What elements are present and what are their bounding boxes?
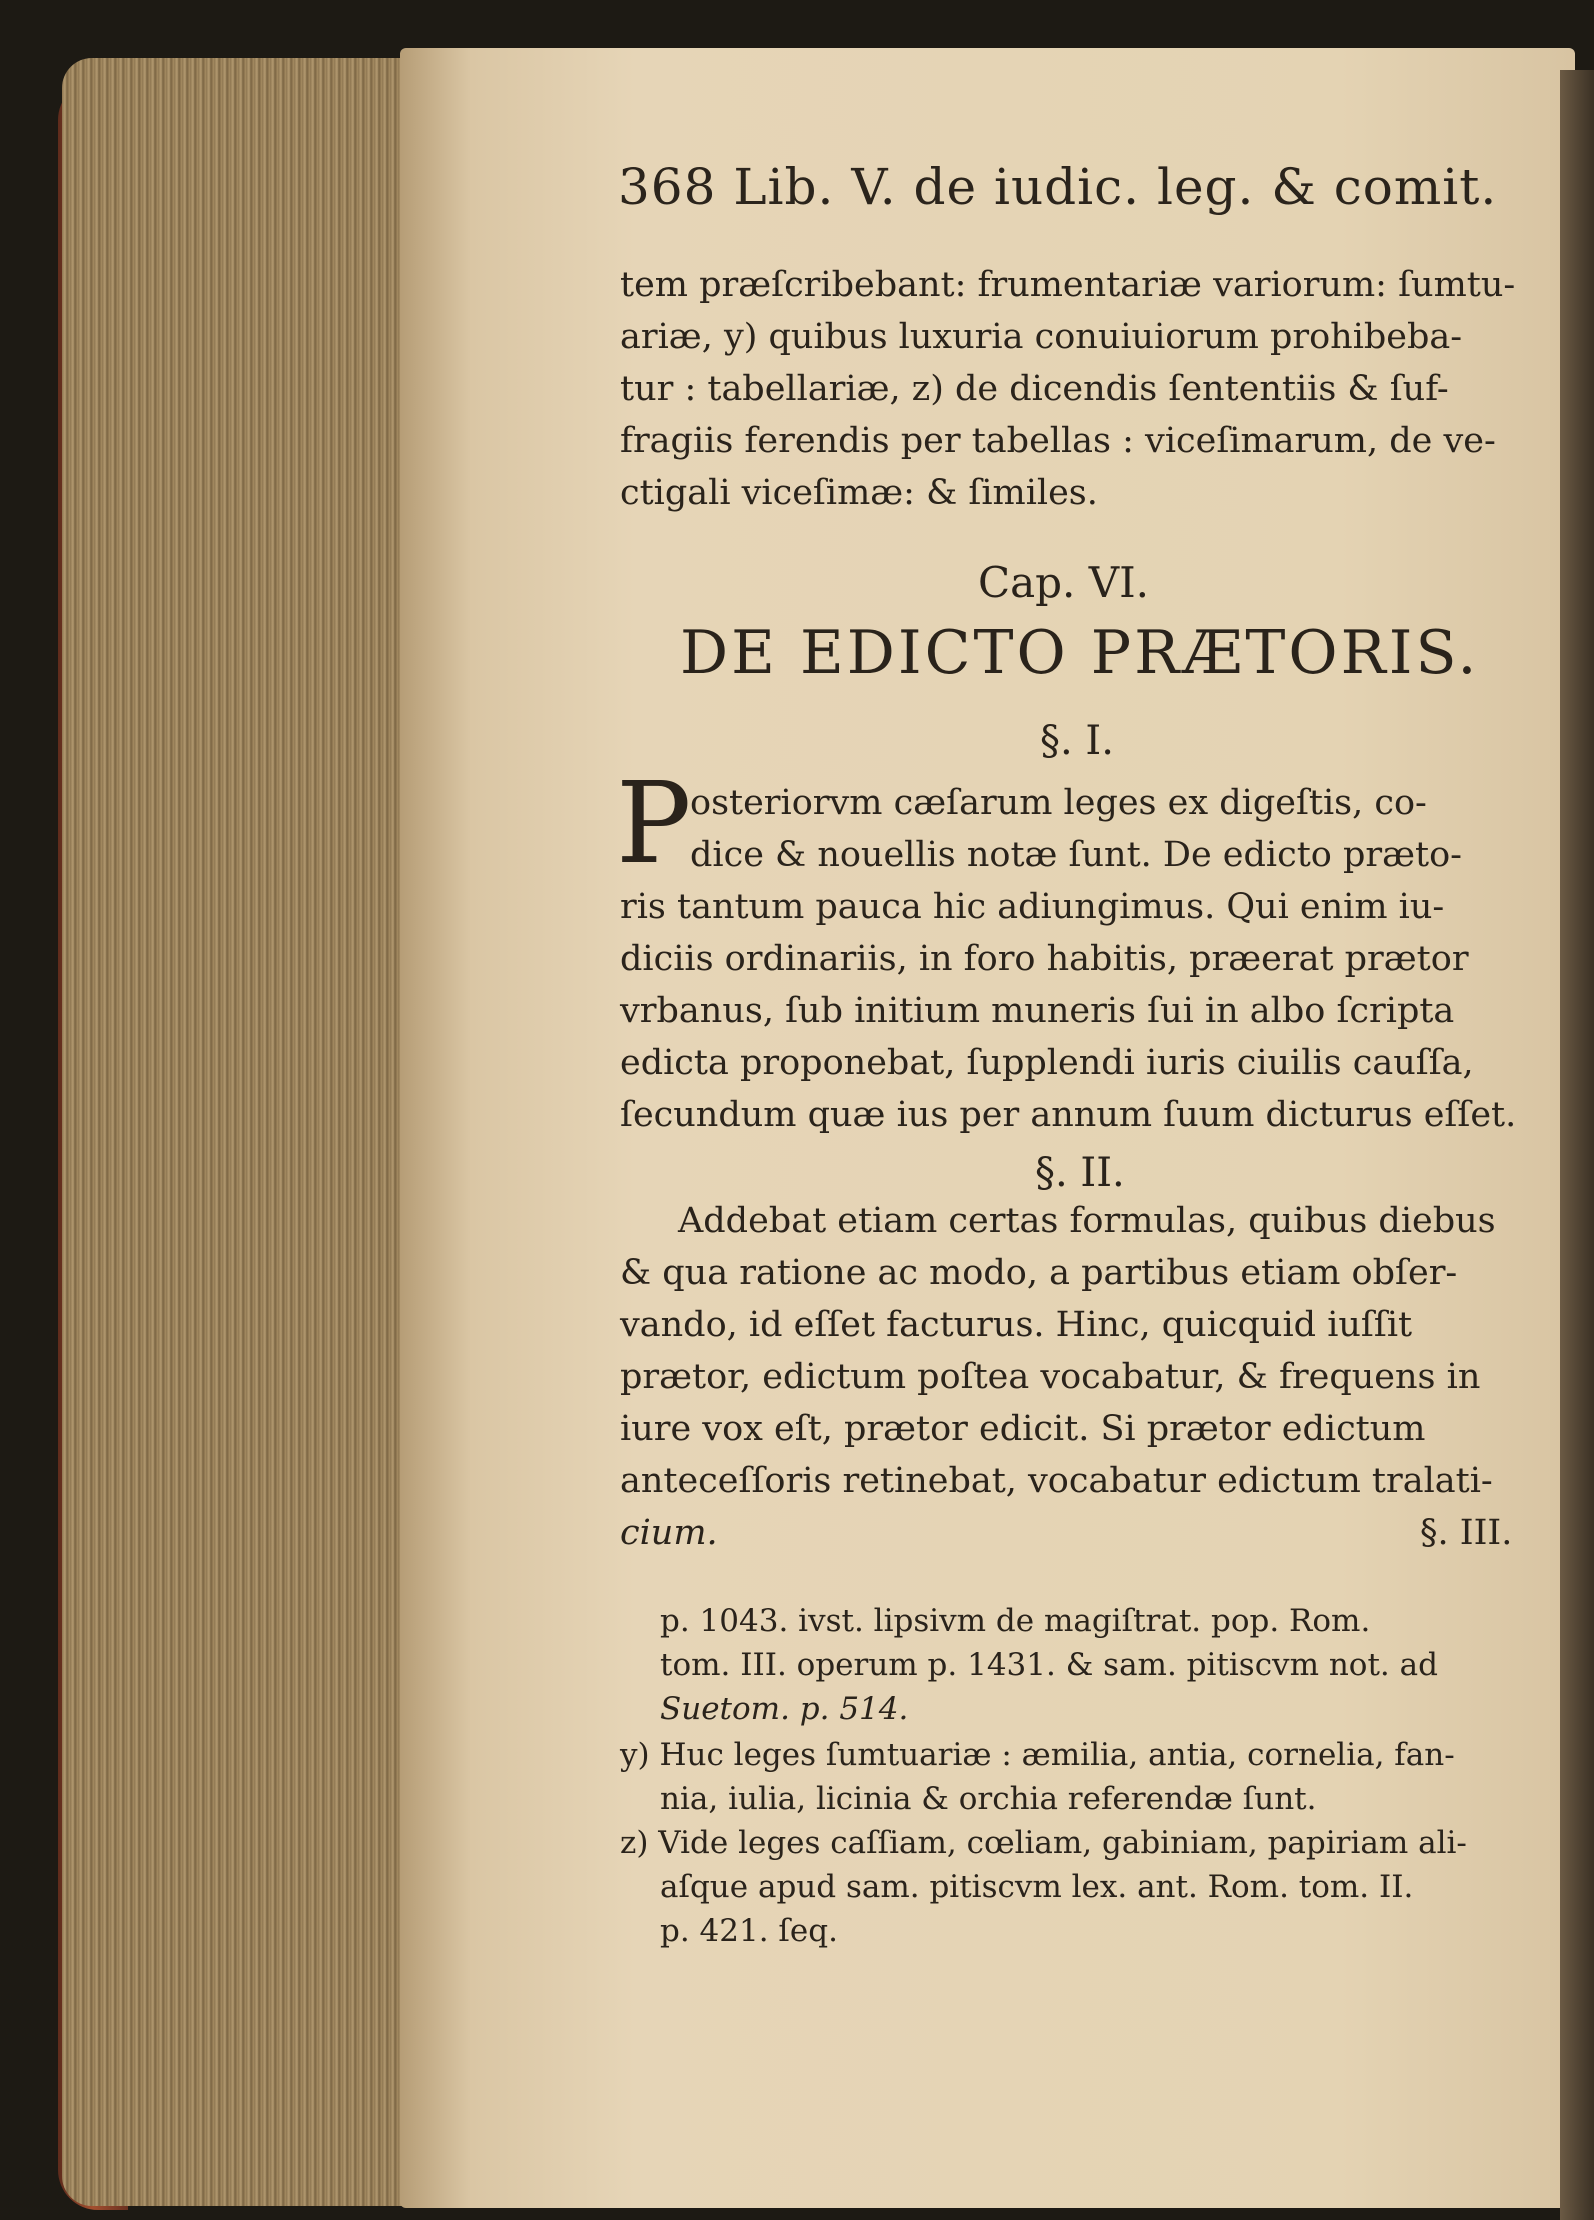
text-line: ctigali viceſimæ: & ſimiles. bbox=[620, 473, 1098, 513]
text-line: ris tantum pauca hic adiungimus. Qui enim iu- bbox=[620, 887, 1445, 927]
text-line: tem præſcribebant: frumentariæ variorum: ſumtu- bbox=[620, 265, 1516, 305]
section-heading: §. I. bbox=[1040, 718, 1114, 764]
page-number: 368 bbox=[618, 158, 717, 216]
footnote-line: z) Vide leges caſſiam, cœliam, gabiniam, papiriam ali- bbox=[620, 1825, 1467, 1861]
text-line: prætor, edictum poſtea vocabatur, & frequens in bbox=[620, 1357, 1481, 1397]
chapter-number: Cap. VI. bbox=[978, 558, 1150, 607]
text-line: osteriorvm cæſarum leges ex digeſtis, co- bbox=[690, 783, 1427, 823]
footnote-line: p. 421. ſeq. bbox=[660, 1913, 838, 1949]
footnote-line: nia, iulia, licinia & orchia referendæ ſunt. bbox=[660, 1781, 1317, 1817]
text-line: dice & nouellis notæ ſunt. De edicto præto- bbox=[690, 835, 1462, 875]
section-heading: §. II. bbox=[1035, 1150, 1125, 1196]
footnote-line: p. 1043. ivst. lipsivm de magiſtrat. pop. Rom. bbox=[660, 1603, 1371, 1639]
text-line: diciis ordinariis, in foro habitis, præerat prætor bbox=[620, 939, 1469, 979]
text-line: fragiis ferendis per tabellas : viceſimarum, de ve- bbox=[620, 421, 1496, 461]
page-block-edge bbox=[62, 58, 422, 2206]
text-line: Addebat etiam certas formulas, quibus diebus bbox=[678, 1201, 1496, 1241]
text-line: iure vox eſt, prætor edicit. Si prætor edictum bbox=[620, 1409, 1426, 1449]
footnote-line: Suetom. p. 514. bbox=[660, 1691, 909, 1727]
chapter-title: DE EDICTO PRÆTORIS. bbox=[680, 618, 1480, 688]
catchword: §. III. bbox=[1420, 1513, 1513, 1553]
running-header bbox=[618, 158, 1497, 216]
text-line: ariæ, y) quibus luxuria conuiuiorum prohibeba- bbox=[620, 317, 1463, 357]
drop-cap: P bbox=[616, 759, 692, 889]
text-line: vrbanus, ſub initium muneris ſui in albo ſcripta bbox=[620, 991, 1455, 1031]
text-line: edicta proponebat, ſupplendi iuris ciuilis cauſſa, bbox=[620, 1043, 1474, 1083]
text-line: ſecundum quæ ius per annum ſuum dicturus eſſet. bbox=[620, 1095, 1517, 1135]
running-title: Lib. V. de iudic. leg. & comit. bbox=[733, 158, 1498, 216]
footnote-line: tom. III. operum p. 1431. & sam. pitiscvm not. ad bbox=[660, 1647, 1438, 1683]
text-line: vando, id eſſet facturus. Hinc, quicquid iuſſit bbox=[620, 1305, 1413, 1345]
footnote-line: y) Huc leges ſumtuariæ : æmilia, antia, cornelia, fan- bbox=[620, 1737, 1455, 1773]
text-line: tur : tabellariæ, z) de dicendis ſententiis & ſuf- bbox=[620, 369, 1449, 409]
text-line: cium. bbox=[620, 1513, 718, 1553]
facing-page-shadow bbox=[1560, 70, 1594, 2220]
text-line: anteceſſoris retinebat, vocabatur edictum tralati- bbox=[620, 1461, 1493, 1501]
text-line: & qua ratione ac modo, a partibus etiam obſer- bbox=[620, 1253, 1458, 1293]
footnote-line: aſque apud sam. pitiscvm lex. ant. Rom. tom. II. bbox=[660, 1869, 1414, 1905]
